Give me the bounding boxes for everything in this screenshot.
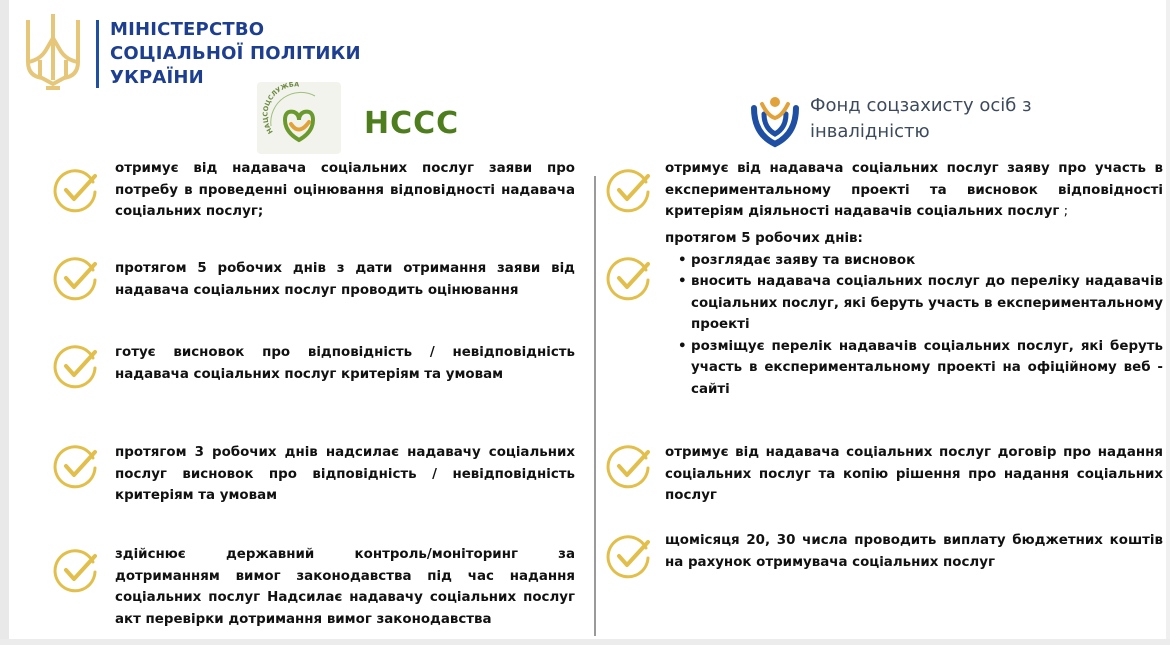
ministry-line-3: УКРАЇНИ (110, 67, 204, 88)
ministry-line-2: СОЦІАЛЬНОЇ ПОЛІТИКИ (110, 43, 361, 64)
left-item-1: отримує від надавача соціальних послуг заяви про потребу в проведенні оцінювання відповідності надавача соціальних послуг; (115, 161, 575, 219)
fund-title (810, 93, 1032, 145)
checkmark-icon (606, 168, 652, 214)
right-item-4: щомісяця 20, 30 числа проводить виплату бюджетних коштів на рахунок отримувача соціальних послуг (665, 533, 1163, 570)
right-item-1 (665, 158, 1163, 223)
left-item-5: здійснює державний контроль/моніторинг за дотриманням вимог законодавства під час надання соціальних послуг Надсилає надавачу соціальних послуг акт перевірки дотримання вимог законодавства (115, 547, 575, 627)
left-item-3: готує висновок про відповідність / невідповідність надавача соціальних послуг критеріям та умовам (115, 345, 575, 382)
header-divider (96, 20, 99, 88)
trident-icon (22, 10, 84, 92)
checkmark-icon (53, 548, 99, 594)
nsss-title: НССС (364, 106, 460, 141)
checkmark-icon (53, 444, 99, 490)
bullet-item: • вносить надавача соціальних послуг до переліку надавачів соціальних послуг, які беруть участь в експериментальному проекті (691, 271, 1163, 336)
nsss-logo (257, 82, 341, 154)
nsss-logo-icon (257, 82, 341, 154)
checkmark-icon (53, 256, 99, 302)
ministry-line-1: МІНІСТЕРСТВО (110, 19, 265, 40)
right-item-2 (665, 228, 1163, 400)
ministry-title (110, 18, 361, 90)
right-item-2-lead: протягом 5 робочих днів: (665, 231, 863, 246)
fund-title-line-1: Фонд соцзахисту осіб з (810, 95, 1032, 116)
bullet-item: • розміщує перелік надавачів соціальних послуг, які беруть участь в експериментальному проекті на офіційному веб - сайті (691, 336, 1163, 401)
right-item-1-tail: ; (1059, 204, 1069, 219)
right-item-3: отримує від надавача соціальних послуг договір про надання соціальних послуг та копію рішення про надання соціальних послуг (665, 445, 1163, 503)
checkmark-icon (606, 444, 652, 490)
nsss-logo-text: НАЦСОЦСЛУЖБА (261, 82, 300, 136)
left-edge (0, 0, 9, 645)
checkmark-icon (606, 534, 652, 580)
fund-title-line-2: інвалідністю (810, 121, 930, 142)
checkmark-icon (53, 344, 99, 390)
checkmark-icon (53, 168, 99, 214)
bottom-edge (0, 639, 1170, 645)
fund-logo-icon (748, 94, 802, 148)
left-item-2: протягом 5 робочих днів з дати отримання заяви від надавача соціальних послуг проводить оцінювання (115, 261, 575, 298)
right-item-1-main: отримує від надавача соціальних послуг заяву про участь в експериментальному проекті та висновок відповідності критеріям діяльності надавачів соціальних послуг (665, 161, 1163, 219)
checkmark-icon (606, 256, 652, 302)
left-item-4: протягом 3 робочих днів надсилає надавачу соціальних послуг висновок про відповідність / невідповідність критеріям та умовам (115, 445, 575, 503)
right-item-2-bullets (665, 250, 1163, 401)
column-divider (594, 176, 596, 636)
right-edge (1166, 0, 1170, 645)
bullet-item: • розглядає заяву та висновок (691, 250, 1163, 272)
